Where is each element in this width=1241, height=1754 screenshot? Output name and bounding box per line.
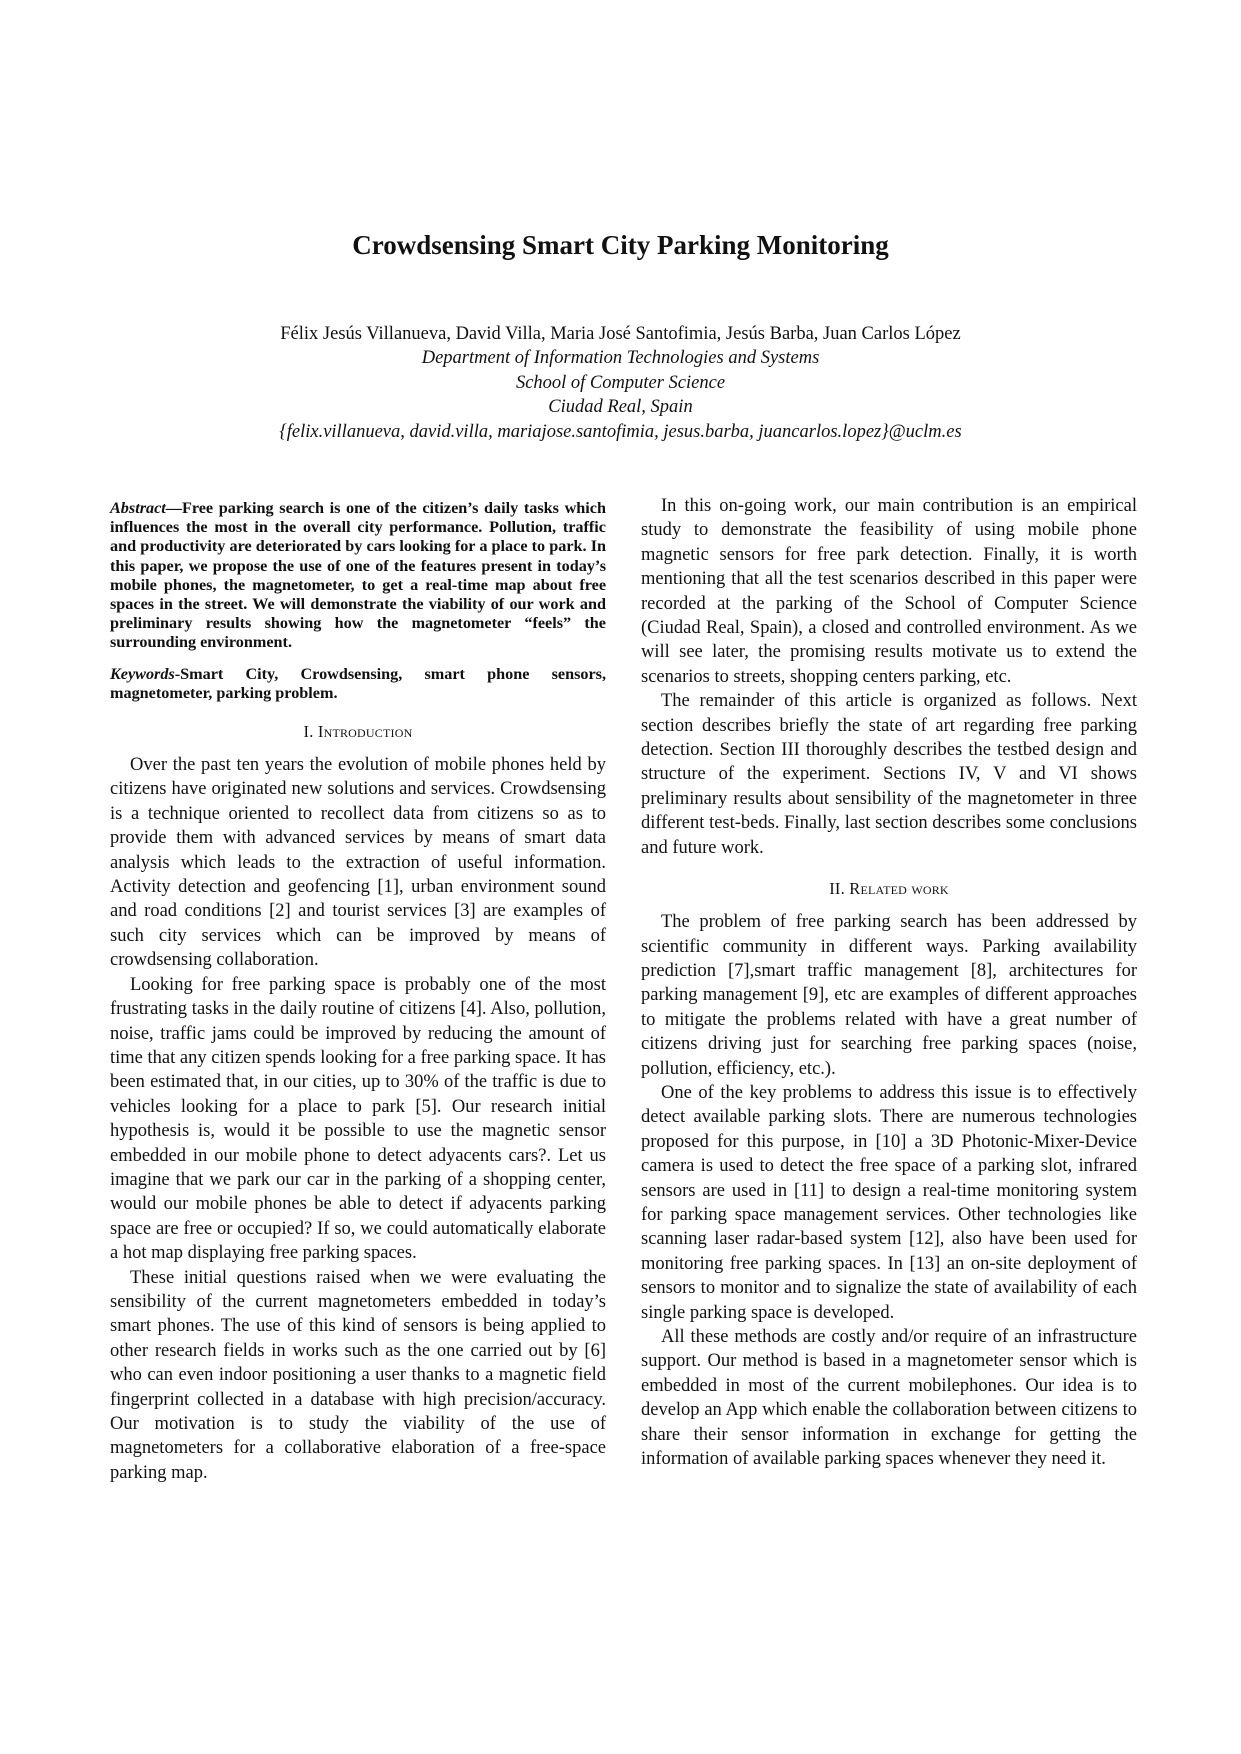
- author-list: Félix Jesús Villanueva, David Villa, Maria José Santofimia, Jesús Barba, Juan Carlos López: [280, 324, 961, 344]
- author-emails: {felix.villanueva, david.villa, mariajose.santofimia, jesus.barba, juancarlos.lopez}@uclm.es: [279, 421, 962, 442]
- section-heading-introduction: I. Introduction: [303, 722, 413, 742]
- keywords-label: Keywords: [110, 664, 175, 683]
- right-column: [641, 494, 1137, 1471]
- keywords-text: -Smart City, Crowdsensing, smart phone sensors, magnetometer, parking problem.: [110, 664, 606, 702]
- paragraph: One of the key problems to address this issue is to effectively detect available parking slots. There are numerous technologies proposed for this purpose, in [10] a 3D Photonic-Mixer-Device camera is used to detect the free space of a parking slot, infrared sensors are used in [11] to design a real-time monitoring system for parking space management services. Other technologies like scanning laser radar-based system [12], also have been used for monitoring free parking spaces. In [13] an on-site deployment of sensors to monitor and to signalize the state of availability of each single parking space is developed.: [641, 1082, 1137, 1323]
- paragraph: Over the past ten years the evolution of mobile phones held by citizens have originated new solutions and services. Crowdsensing is a technique oriented to recollect data from citizens so as to provide them with advanced services by means of smart data analysis which leads to the extraction of useful information. Activity detection and geofencing [1], urban environment sound and road conditions [2] and tourist services [3] are examples of such city services which can be improved by means of crowdsensing collaboration.: [110, 755, 606, 971]
- abstract-label: Abstract: [110, 499, 166, 517]
- paragraph: Looking for free parking space is probably one of the most frustrating tasks in the daily routine of citizens [4]. Also, pollution, noise, traffic jams could be improved by reducing the amount of time that any citizen spends looking for a free parking space. It has been estimated that, in our cities, up to 30% of the traffic is due to vehicles looking for a place to park [5]. Our research initial hypothesis is, would it be possible to use the magnetic sensor embedded in our mobile phone to detect adyacents cars?. Let us imagine that we park our car in the parking of a shopping center, would our mobile phones be able to detect if adyacents parking space are free or occupied? If so, we could automatically elaborate a hot map displaying free parking spaces.: [110, 974, 606, 1264]
- paragraph: In this on-going work, our main contribution is an empirical study to demonstrate the feasibility of using mobile phone magnetic sensors for free park detection. Finally, it is worth mentioning that all the test scenarios described in this paper were recorded at the parking of the School of Computer Science (Ciudad Real, Spain), a closed and controlled environment. As we will see later, the promising results motivate us to extend the scenarios to streets, shopping centers parking, etc.: [641, 496, 1137, 687]
- left-column: [110, 494, 606, 1485]
- paragraph: The remainder of this article is organized as follows. Next section describes briefly the state of art regarding free parking detection. Section III thoroughly describes the testbed design and structure of the experiment. Sections IV, V and VI shows preliminary results about sensibility of the magnetometer in three different test-beds. Finally, last section describes some conclusions and future work.: [641, 691, 1137, 858]
- affiliation-school: School of Computer Science: [515, 372, 726, 393]
- paragraph: All these methods are costly and/or require of an infrastructure support. Our method is based in a magnetometer sensor which is embedded in most of the current mobilephones. Our idea is to develop an App which enable the collaboration between citizens to share their sensor information in exchange for getting the information of available parking spaces whenever they need it.: [641, 1327, 1137, 1470]
- keywords: [110, 665, 606, 703]
- paragraph: The problem of free parking search has been addressed by scientific community in different ways. Parking availability prediction [7],smart traffic management [8], architectures for parking management [9], etc are examples of different approaches to mitigate the problems related with have a great number of citizens driving just for searching free parking spaces (noise, pollution, efficiency, etc.).: [641, 912, 1137, 1079]
- paper-title: Crowdsensing Smart City Parking Monitoring: [352, 230, 889, 260]
- affiliation-department: Department of Information Technologies and Systems: [421, 348, 820, 369]
- author-block: [0, 322, 1241, 444]
- section-heading-related-work: II. Related work: [829, 879, 949, 899]
- paragraph: These initial questions raised when we were evaluating the sensibility of the current magnetometers embedded in today’s smart phones. The use of this kind of sensors is being applied to other research fields in works such as the one carried out by [6] who can even indoor positioning a user thanks to a magnetic field fingerprint collected in a database with high precision/accuracy. Our motivation is to study the viability of the use of magnetometers for a collaborative elaboration of a free-space parking map.: [110, 1267, 606, 1483]
- abstract-text: —Free parking search is one of the citizen’s daily tasks which influences the most in the overall city performance. Pollution, traffic and productivity are deteriorated by cars looking for a place to park. In this paper, we propose the use of one of the features present in today’s mobile phones, the magnetometer, to get a real-time map about free spaces in the street. We will demonstrate the viability of our work and preliminary results showing how the magnetometer “feels” the surrounding environment.: [110, 499, 606, 652]
- abstract: [110, 499, 606, 653]
- affiliation-city: Ciudad Real, Spain: [548, 397, 693, 418]
